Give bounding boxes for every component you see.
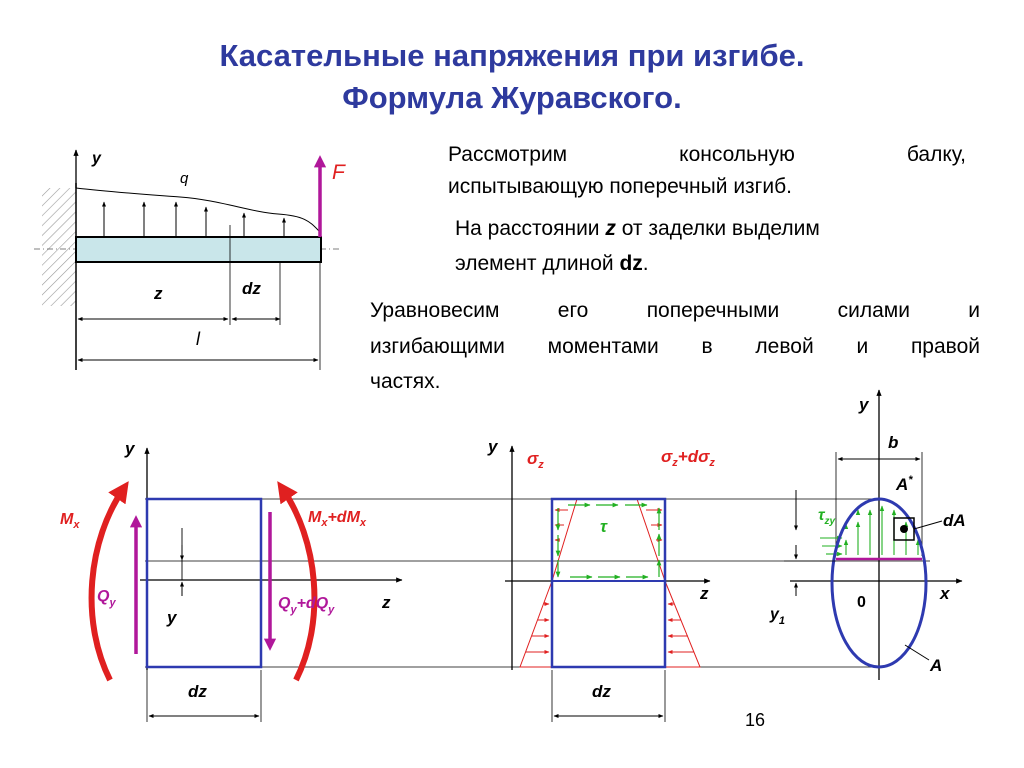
element-inner-y-label: y — [167, 608, 177, 627]
page-number: 16 — [745, 710, 766, 730]
distributed-load-profile — [76, 188, 320, 232]
dA-point — [900, 525, 908, 533]
title-line-2: Формула Журавского. — [342, 80, 682, 115]
beam-y-label: y — [92, 150, 101, 167]
paragraph-3-line-3: частях. — [370, 370, 441, 393]
title-line-1: Касательные напряжения при изгибе. — [219, 38, 805, 73]
stress-dz-label: dz — [592, 682, 611, 701]
sigma-right-lower-triangle — [665, 581, 700, 667]
y1-label: $y_1$ — [770, 606, 786, 627]
element-z-label: z — [382, 593, 391, 612]
element-force-diagram — [60, 439, 402, 722]
origin-label: 0 — [857, 594, 866, 611]
sigma-right-label: $\sigma_z+d\sigma_z$ — [661, 447, 715, 469]
dim-l-label: l — [196, 329, 200, 349]
dA-leader — [914, 521, 942, 529]
section-y-label: y — [859, 395, 869, 414]
paragraph-3-line-2: изгибающими моментами в левой и правой — [370, 335, 980, 358]
cross-section-diagram — [769, 390, 966, 680]
shear-left-label: $Q_y$ — [97, 588, 116, 609]
moment-right-label: $M_x+dM_x$ — [308, 509, 367, 529]
tau-zy-label: $\tau_{zy}$ — [818, 507, 836, 527]
element-y-label: y — [125, 439, 135, 458]
dA-label: dA — [943, 511, 966, 530]
paragraph-1-line-2: испытывающую поперечный изгиб. — [448, 175, 792, 198]
var-dz: dz — [619, 252, 643, 275]
sigma-left-label: $\sigma_z$ — [527, 449, 544, 471]
tau-arrows — [558, 505, 659, 577]
fixed-support-hatch — [42, 188, 76, 306]
sigma-left-lower-triangle — [520, 581, 552, 667]
element-rect — [147, 499, 261, 667]
tau-label: τ — [600, 517, 607, 536]
paragraph-3-line-1: Уравновесим его поперечными силами и — [370, 299, 980, 322]
load-arrows — [104, 202, 284, 236]
moment-left-arc — [92, 488, 124, 680]
b-label: b — [888, 433, 899, 452]
load-q-label: q — [180, 170, 189, 187]
paragraph-2-line-1: На расстоянии z от заделки выделим — [455, 217, 820, 240]
section-x-label: x — [940, 584, 950, 603]
beam-body — [76, 237, 321, 262]
paragraph-1-line-1: Рассмотрим консольную балку, — [448, 143, 966, 166]
paragraph-2-line-2: элемент длиной dz. — [455, 252, 649, 275]
shear-right-label: $Q_y+dQ_y$ — [278, 595, 335, 616]
area-A-label: A — [930, 656, 943, 675]
area-Astar-label: A* — [896, 474, 913, 494]
cantilever-beam-diagram — [34, 150, 346, 370]
element-dz-label: dz — [188, 682, 207, 701]
moment-left-label: $M_x$ — [60, 511, 80, 531]
stress-element-diagram — [487, 437, 715, 722]
force-F-label: F — [332, 161, 345, 184]
dim-z-label: z — [154, 284, 163, 303]
stress-z-label: z — [700, 584, 709, 603]
stress-y-label: y — [488, 437, 498, 456]
var-z: z — [605, 217, 616, 240]
dim-dz-label: dz — [242, 279, 261, 298]
area-A-leader — [905, 645, 929, 660]
